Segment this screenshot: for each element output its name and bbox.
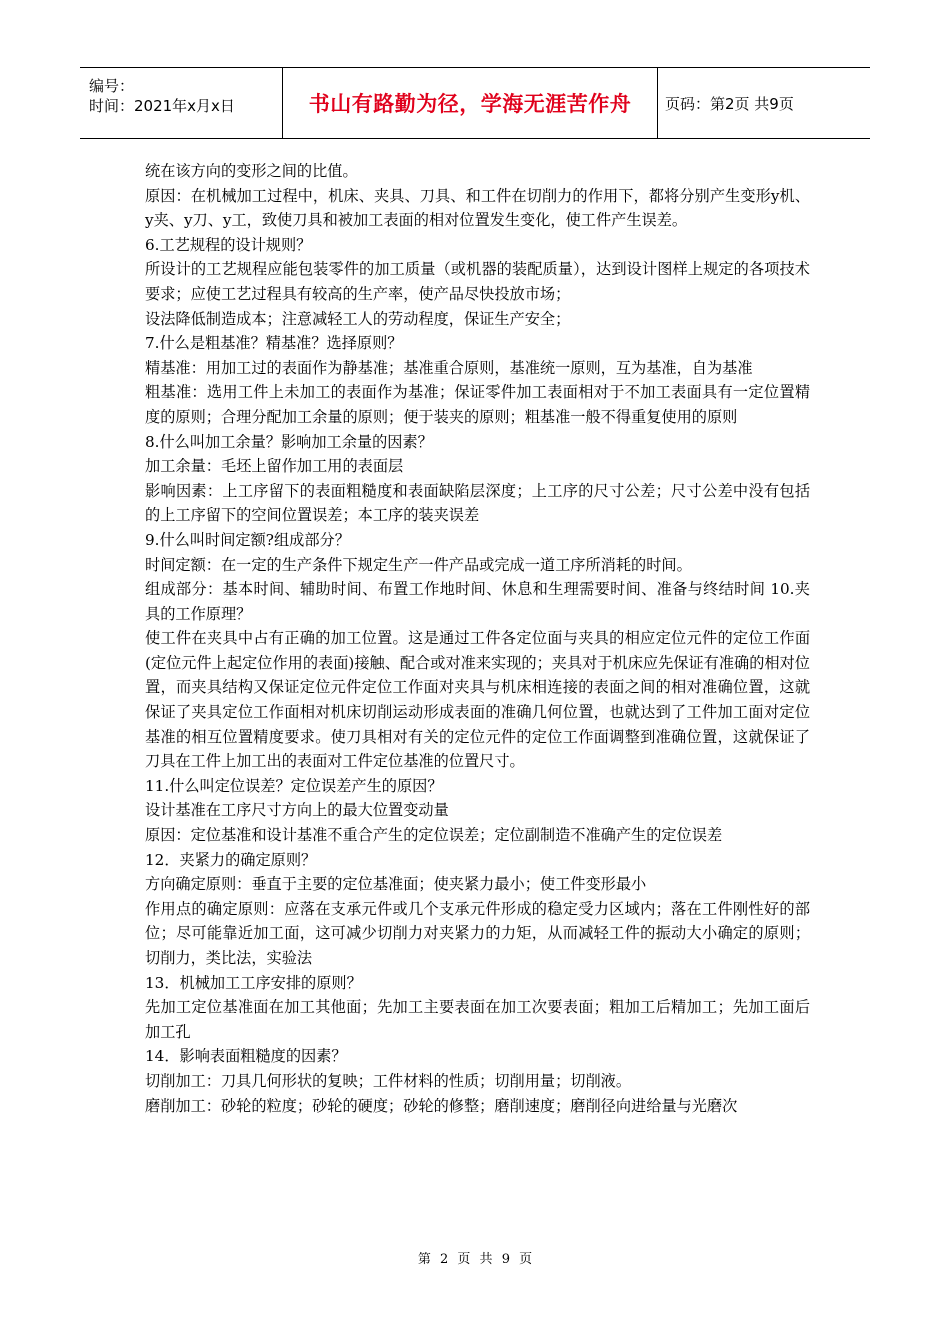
paragraph: 影响因素：上工序留下的表面粗糙度和表面缺陷层深度；上工序的尺寸公差；尺寸公差中没有包括的上工序留下的空间位置误差；本工序的装夹误差 (145, 481, 810, 525)
header-page-info: 页码：第2页 共9页 (665, 94, 794, 113)
paragraph: 切削加工：刀具几何形状的复映；工件材料的性质；切削用量；切削液。 (145, 1071, 631, 1090)
document-body (145, 159, 810, 1118)
document-date: 时间：2021年x月x日 (89, 97, 235, 115)
paragraph: 粗基准：选用工件上未加工的表面作为基准；保证零件加工表面相对于不加工表面具有一定位置精度的原则；合理分配加工余量的原则；便于装夹的原则；粗基准一般不得重复使用的原则 (145, 383, 810, 426)
header-meta (80, 68, 282, 138)
section-heading: 12．夹紧力的确定原则？ (145, 850, 317, 869)
paragraph: 原因：定位基准和设计基准不重合产生的定位误差；定位副制造不准确产生的定位误差 (145, 826, 723, 845)
paragraph: 原因：在机械加工过程中，机床、夹具、刀具、和工件在切削力的作用下，都将分别产生变形y机、y夹、y刀、y工，致使刀具和被加工表面的相对位置发生变化，使工件产生误差。 (145, 186, 810, 230)
document-number-label: 编号： (89, 77, 135, 95)
paragraph: 设法降低制造成本；注意减轻工人的劳动程度，保证生产安全； (145, 309, 571, 328)
paragraph: 时间定额：在一定的生产条件下规定生产一件产品或完成一道工序所消耗的时间。 (145, 555, 692, 574)
paragraph: 统在该方向的变形之间的比值。 (145, 162, 358, 180)
section-heading: 13．机械加工工序安排的原则？ (145, 973, 362, 992)
header-motto-cell (282, 68, 658, 138)
header-motto: 书山有路勤为径，学海无涯苦作舟 (308, 92, 632, 116)
section-heading: 6.工艺规程的设计规则？ (145, 235, 312, 254)
section-heading: 14．影响表面粗糙度的因素？ (145, 1047, 347, 1066)
paragraph: 组成部分：基本时间、辅助时间、布置工作地时间、休息和生理需要时间、准备与终结时间 10.夹具的工作原理？ (145, 580, 810, 623)
paragraph: 设计基准在工序尺寸方向上的最大位置变动量 (145, 801, 449, 820)
paragraph: 使工件在夹具中占有正确的加工位置。这是通过工件各定位面与夹具的相应定位元件的定位工作面(定位元件上起定位作用的表面)接触、配合或对准来实现的；夹具对于机床应先保证有准确的相对位置，而夹具结构又保证定位元件定位工作面对夹具与机床相连接的表面之间的相对准确位置，这就保证了夹具定位工作面相对机床切削运动形成表面的准确几何位置，也就达到了工件加工面对定位基准的相互位置精度要求。使刀具相对有关的定位元件的定位工作面调整到准确位置，这就保证了刀具在工件上加工出的表面对工件定位基准的位置尺寸。 (145, 629, 810, 771)
paragraph: 先加工定位基准面在加工其他面；先加工主要表面在加工次要表面；粗加工后精加工；先加工面后加工孔 (145, 998, 810, 1041)
page-header (80, 67, 870, 139)
section-heading: 11.什么叫定位误差？定位误差产生的原因？ (145, 776, 443, 795)
section-heading: 7.什么是粗基准？精基准？选择原则？ (145, 334, 403, 353)
paragraph: 作用点的确定原则：应落在支承元件或几个支承元件形成的稳定受力区域内；落在工件刚性好的部位；尽可能靠近加工面，这可减少切削力对夹紧力的力矩，从而减轻工件的振动大小确定的原则；切削力，类比法，实验法 (145, 899, 810, 967)
paragraph: 加工余量：毛坯上留作加工用的表面层 (145, 457, 404, 476)
section-heading: 9.什么叫时间定额?组成部分？ (145, 530, 350, 549)
page-footer: 第 2 页 共 9 页 (417, 1252, 533, 1267)
paragraph: 所设计的工艺规程应能包装零件的加工质量（或机器的装配质量），达到设计图样上规定的各项技术要求；应使工艺过程具有较高的生产率，使产品尽快投放市场； (145, 260, 810, 303)
section-heading: 8.什么叫加工余量？影响加工余量的因素？ (145, 432, 433, 451)
paragraph: 方向确定原则：垂直于主要的定位基准面；使夹紧力最小；使工件变形最小 (145, 875, 647, 894)
paragraph: 精基准：用加工过的表面作为静基准；基准重合原则，基准统一原则，互为基准，自为基准 (145, 358, 753, 377)
paragraph: 磨削加工：砂轮的粒度；砂轮的硬度；砂轮的修整；磨削速度；磨削径向进给量与光磨次 (145, 1096, 738, 1115)
